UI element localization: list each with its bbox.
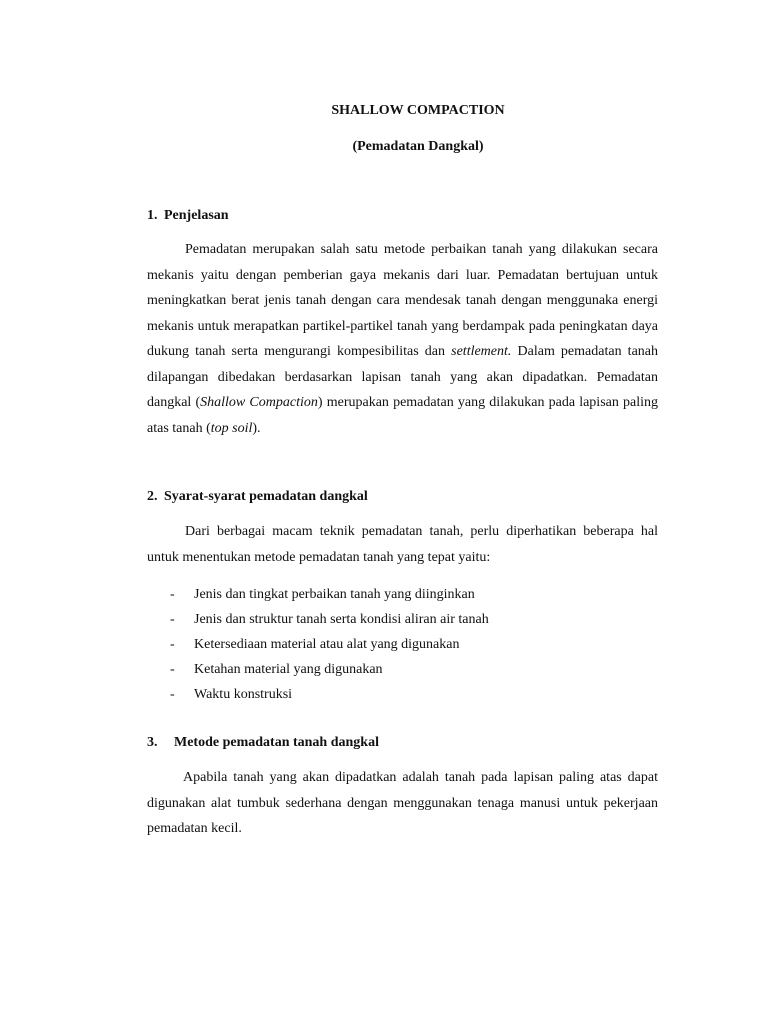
document-title: SHALLOW COMPACTION [331, 103, 505, 118]
section-3-number: 3. [147, 735, 158, 750]
list-bullet: - [170, 637, 175, 652]
list-item-text: Ketahan material yang digunakan [194, 662, 383, 677]
list-bullet: - [170, 587, 175, 602]
requirements-list [147, 582, 489, 707]
list-item [147, 682, 489, 707]
list-item [147, 632, 489, 657]
list-item [147, 657, 489, 682]
section-1-text-italic2: Shallow Compaction [200, 395, 318, 410]
section-1-number: 1. [147, 208, 158, 223]
section-1-text-part3: ) merupakan pemadatan yang dilakukan pada lapisan paling atas tanah ( [147, 395, 659, 436]
section-1-text-italic1: settlement. [451, 344, 512, 359]
section-3-heading [147, 735, 379, 751]
list-item [147, 607, 489, 632]
list-item-text: Ketersediaan material atau alat yang digunakan [194, 637, 460, 652]
section-1-title: Penjelasan [164, 208, 229, 223]
section-3-paragraph: Apabila tanah yang akan dipadatkan adalah tanah pada lapisan paling atas dapat digunakan alat tumbuk sederhana dengan menggunakan tenaga manusi untuk pekerjaan pemadatan kecil. [147, 770, 658, 836]
section-2-title: Syarat-syarat pemadatan dangkal [164, 489, 368, 504]
list-item [147, 582, 489, 607]
section-1-text-part1: Pemadatan merupakan salah satu metode perbaikan tanah yang dilakukan secara mekanis yaitu dengan pemberian gaya mekanis dari luar. Pemadatan bertujuan untuk meningkatkan berat jenis tanah dengan cara mendesak tanah dengan menggunaka energi mekanis untuk merapatkan partikel-partikel tanah yang berdampak pada peningkatan daya dukung tanah serta mengurangi kompesibilitas dan [147, 242, 658, 359]
list-bullet: - [170, 687, 175, 702]
list-item-text: Jenis dan struktur tanah serta kondisi aliran air tanah [194, 612, 489, 627]
document-subtitle: (Pemadatan Dangkal) [352, 139, 484, 154]
section-2-number: 2. [147, 489, 158, 504]
section-3-title: Metode pemadatan tanah dangkal [174, 735, 379, 750]
section-1-paragraph [147, 237, 658, 441]
list-item-text: Jenis dan tingkat perbaikan tanah yang diinginkan [194, 587, 475, 602]
list-bullet: - [170, 662, 175, 677]
section-2-paragraph: Dari berbagai macam teknik pemadatan tanah, perlu diperhatikan beberapa hal untuk menentukan metode pemadatan tanah yang tepat yaitu: [147, 524, 658, 565]
section-1-text-part4: ). [252, 420, 261, 436]
section-1-text-part2: Dalam pemadatan tanah dilapangan dibedakan berdasarkan lapisan tanah yang akan dipadatkan. Pemadatan dangkal ( [147, 344, 658, 410]
list-bullet: - [170, 612, 175, 627]
list-item-text: Waktu konstruksi [194, 687, 293, 702]
section-1-heading [147, 208, 229, 224]
section-1-text-italic3: top soil [210, 420, 253, 436]
section-2-heading [147, 489, 368, 505]
